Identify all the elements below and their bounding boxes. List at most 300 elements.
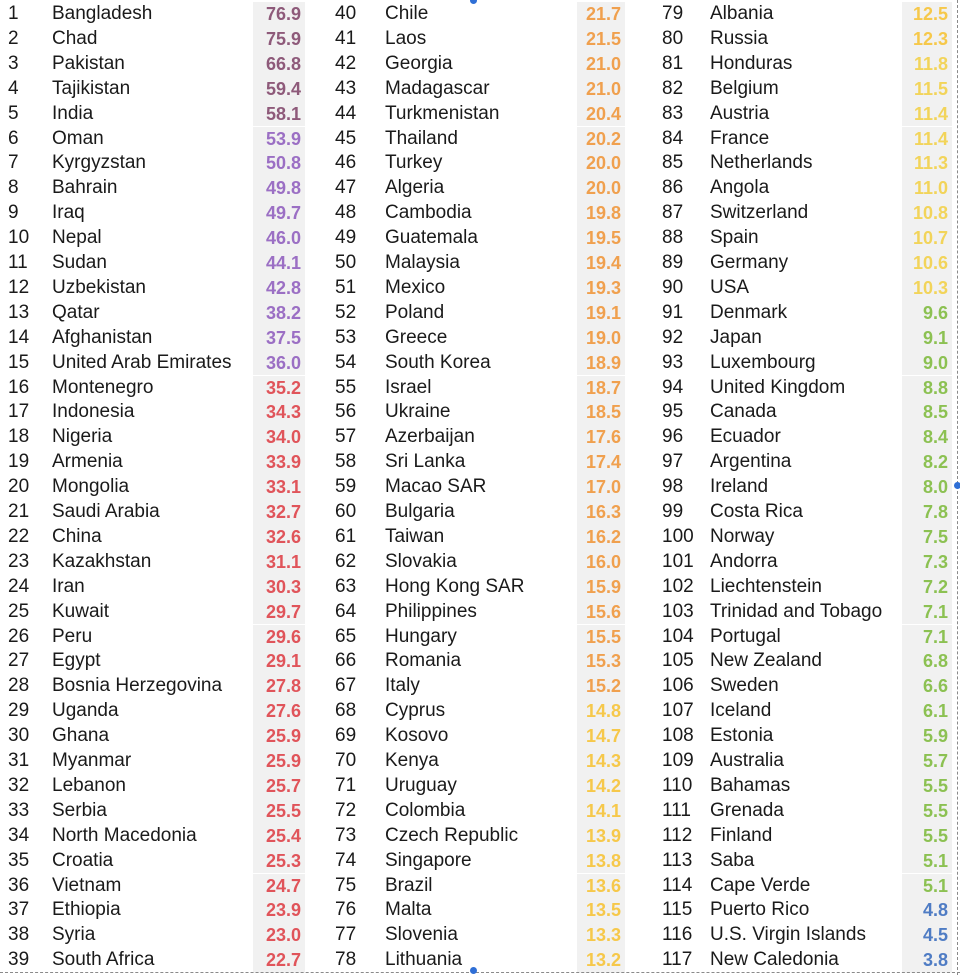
value-cell: 16.2 <box>577 525 625 550</box>
country-name-cell: Slovenia <box>385 924 458 946</box>
table-row <box>662 102 952 127</box>
selection-handle-right[interactable] <box>954 482 960 489</box>
value-cell: 34.0 <box>253 425 305 450</box>
country-name-cell: Albania <box>710 3 774 24</box>
table-row <box>335 52 625 77</box>
value-cell: 20.4 <box>577 102 625 127</box>
value-cell: 18.9 <box>577 351 625 376</box>
table-row <box>662 77 952 102</box>
rank-cell: 44 <box>335 102 357 124</box>
rank-cell: 54 <box>335 351 357 373</box>
value-cell: 35.2 <box>253 376 305 401</box>
country-name-cell: Pakistan <box>52 52 125 74</box>
table-row <box>8 575 305 600</box>
rank-cell: 16 <box>8 376 30 398</box>
country-name-cell: Romania <box>385 650 462 672</box>
table-row <box>662 450 952 475</box>
table-row <box>335 301 625 326</box>
country-name-cell: Czech Republic <box>385 824 519 846</box>
country-name-cell: Lithuania <box>385 949 463 971</box>
country-name-cell: Belgium <box>710 77 779 99</box>
rank-cell: 90 <box>662 276 684 298</box>
value-cell: 19.5 <box>577 226 625 251</box>
table-row <box>335 674 625 699</box>
country-name-cell: Georgia <box>385 52 453 74</box>
country-name-cell: Saba <box>710 849 755 871</box>
country-name-cell: Colombia <box>385 799 466 821</box>
rank-cell: 34 <box>8 824 30 846</box>
rank-cell: 106 <box>662 675 694 697</box>
value-cell: 5.1 <box>902 849 952 874</box>
rank-cell: 112 <box>662 824 693 846</box>
country-name-cell: U.S. Virgin Islands <box>710 924 866 946</box>
country-name-cell: United Arab Emirates <box>52 351 232 373</box>
value-cell: 59.4 <box>253 77 305 102</box>
value-cell: 10.7 <box>902 226 952 251</box>
country-name-cell: Argentina <box>710 451 792 473</box>
bottom-dashed-border <box>0 972 960 973</box>
table-row <box>662 674 952 699</box>
country-name-cell: Croatia <box>52 849 114 871</box>
value-cell: 8.5 <box>902 400 952 425</box>
country-name-cell: Madagascar <box>385 77 490 99</box>
country-name-cell: Iran <box>52 575 85 597</box>
table-row <box>662 724 952 749</box>
value-cell: 20.0 <box>577 151 625 176</box>
rank-cell: 62 <box>335 550 357 572</box>
country-name-cell: China <box>52 525 102 547</box>
country-name-cell: Ireland <box>710 476 769 498</box>
value-cell: 19.0 <box>577 326 625 351</box>
country-name-cell: Slovakia <box>385 550 457 572</box>
country-name-cell: Kosovo <box>385 725 449 747</box>
value-cell: 9.6 <box>902 301 952 326</box>
table-row <box>8 351 305 376</box>
rank-cell: 88 <box>662 227 684 249</box>
rank-cell: 91 <box>662 301 684 323</box>
country-name-cell: South Africa <box>52 949 155 971</box>
country-name-cell: Ecuador <box>710 426 781 448</box>
rank-cell: 60 <box>335 501 357 522</box>
country-name-cell: Israel <box>385 376 432 398</box>
rank-cell: 68 <box>335 700 357 722</box>
rank-cell: 110 <box>662 774 693 796</box>
value-cell: 5.5 <box>902 799 952 824</box>
rank-cell: 64 <box>335 600 357 622</box>
rank-cell: 28 <box>8 675 30 697</box>
rank-cell: 81 <box>662 52 684 74</box>
table-row <box>662 276 952 301</box>
rank-cell: 102 <box>662 575 694 597</box>
rank-cell: 12 <box>8 276 30 298</box>
value-cell: 11.8 <box>902 52 952 77</box>
country-name-cell: Kenya <box>385 750 439 771</box>
value-cell: 7.2 <box>902 575 952 600</box>
table-row <box>8 550 305 575</box>
value-cell: 18.7 <box>577 376 625 401</box>
country-name-cell: Denmark <box>710 301 788 323</box>
table-row <box>662 201 952 226</box>
rank-cell: 84 <box>662 127 684 149</box>
rank-cell: 32 <box>8 774 30 796</box>
value-cell: 29.6 <box>253 625 305 650</box>
value-cell: 13.3 <box>577 923 625 948</box>
table-row <box>8 649 305 674</box>
value-cell: 13.8 <box>577 849 625 874</box>
country-name-cell: Cyprus <box>385 700 446 722</box>
country-name-cell: Bahrain <box>52 177 118 199</box>
value-cell: 13.6 <box>577 874 625 899</box>
value-cell: 46.0 <box>253 226 305 251</box>
country-name-cell: New Caledonia <box>710 949 839 971</box>
value-cell: 14.8 <box>577 699 625 724</box>
value-cell: 8.4 <box>902 425 952 450</box>
table-row <box>662 550 952 575</box>
rank-cell: 87 <box>662 202 684 224</box>
country-name-cell: Greece <box>385 326 448 348</box>
country-name-cell: Netherlands <box>710 152 813 174</box>
selection-handle-bottom[interactable] <box>470 967 477 974</box>
table-row <box>335 774 625 799</box>
table-row <box>662 923 952 948</box>
country-name-cell: Bosnia Herzegovina <box>52 675 223 697</box>
rank-cell: 53 <box>335 326 357 348</box>
rank-cell: 31 <box>8 750 30 771</box>
value-cell: 14.3 <box>577 749 625 774</box>
value-cell: 18.5 <box>577 400 625 425</box>
value-cell: 19.1 <box>577 301 625 326</box>
country-name-cell: Italy <box>385 675 420 697</box>
rank-cell: 65 <box>335 625 357 647</box>
country-name-cell: Tajikistan <box>52 77 131 99</box>
table-row <box>8 52 305 77</box>
value-cell: 5.9 <box>902 724 952 749</box>
rank-cell: 10 <box>8 227 30 249</box>
value-cell: 15.6 <box>577 600 625 625</box>
rank-cell: 85 <box>662 152 684 174</box>
rank-cell: 47 <box>335 177 357 199</box>
rank-cell: 21 <box>8 501 30 522</box>
country-name-cell: Algeria <box>385 177 445 199</box>
rank-cell: 33 <box>8 799 30 821</box>
table-row <box>8 376 305 401</box>
rank-cell: 45 <box>335 127 357 149</box>
table-row <box>335 849 625 874</box>
rank-cell: 38 <box>8 924 30 946</box>
table-row <box>8 874 305 899</box>
table-row <box>662 699 952 724</box>
rank-cell: 5 <box>8 102 19 124</box>
value-cell: 7.5 <box>902 525 952 550</box>
value-cell: 20.0 <box>577 176 625 201</box>
table-row <box>8 425 305 450</box>
country-name-cell: Sweden <box>710 675 779 697</box>
table-row <box>335 127 625 152</box>
country-name-cell: Azerbaijan <box>385 426 475 448</box>
rank-cell: 18 <box>8 426 30 448</box>
rank-cell: 115 <box>662 899 693 921</box>
table-row <box>662 425 952 450</box>
country-name-cell: Thailand <box>385 127 458 149</box>
value-cell: 3.8 <box>902 948 952 973</box>
value-cell: 13.5 <box>577 898 625 923</box>
country-name-cell: Australia <box>710 750 784 771</box>
value-cell: 17.0 <box>577 475 625 500</box>
country-name-cell: Cape Verde <box>710 874 811 896</box>
value-cell: 12.3 <box>902 27 952 52</box>
table-row <box>662 176 952 201</box>
rank-cell: 74 <box>335 849 357 871</box>
table-row <box>662 649 952 674</box>
rank-cell: 100 <box>662 525 694 547</box>
value-cell: 25.9 <box>253 724 305 749</box>
value-cell: 27.8 <box>253 674 305 699</box>
value-cell: 38.2 <box>253 301 305 326</box>
country-name-cell: Austria <box>710 102 770 124</box>
value-cell: 17.4 <box>577 450 625 475</box>
rank-cell: 52 <box>335 301 357 323</box>
rank-cell: 25 <box>8 600 30 622</box>
value-cell: 7.1 <box>902 600 952 625</box>
rank-cell: 103 <box>662 600 694 622</box>
rank-cell: 70 <box>335 750 357 771</box>
table-row <box>662 400 952 425</box>
value-cell: 13.9 <box>577 824 625 849</box>
rank-cell: 40 <box>335 3 357 24</box>
value-cell: 23.9 <box>253 898 305 923</box>
rank-cell: 76 <box>335 899 357 921</box>
country-name-cell: Vietnam <box>52 874 122 896</box>
country-name-cell: Luxembourg <box>710 351 816 373</box>
value-cell: 49.7 <box>253 201 305 226</box>
value-cell: 49.8 <box>253 176 305 201</box>
table-row <box>8 500 305 525</box>
rank-cell: 97 <box>662 451 684 473</box>
table-row <box>8 600 305 625</box>
value-cell: 25.9 <box>253 749 305 774</box>
rank-cell: 83 <box>662 102 684 124</box>
value-cell: 36.0 <box>253 351 305 376</box>
table-row <box>662 898 952 923</box>
rank-cell: 14 <box>8 326 30 348</box>
rank-cell: 1 <box>8 3 19 24</box>
value-cell: 50.8 <box>253 151 305 176</box>
table-row <box>8 525 305 550</box>
value-cell: 20.2 <box>577 127 625 152</box>
rank-cell: 55 <box>335 376 357 398</box>
country-name-cell: Kyrgyzstan <box>52 152 146 174</box>
table-row <box>662 351 952 376</box>
rank-cell: 43 <box>335 77 357 99</box>
rank-cell: 82 <box>662 77 684 99</box>
table-row <box>662 326 952 351</box>
country-name-cell: Sudan <box>52 252 107 273</box>
table-row <box>8 127 305 152</box>
country-name-cell: Malta <box>385 899 432 921</box>
table-row <box>8 77 305 102</box>
value-cell: 32.6 <box>253 525 305 550</box>
rank-cell: 59 <box>335 476 357 498</box>
value-cell: 34.3 <box>253 400 305 425</box>
rank-cell: 42 <box>335 52 357 74</box>
country-name-cell: Cambodia <box>385 202 472 224</box>
table-row <box>662 874 952 899</box>
country-name-cell: India <box>52 102 94 124</box>
country-name-cell: Bahamas <box>710 774 791 796</box>
value-cell: 14.1 <box>577 799 625 824</box>
rank-cell: 116 <box>662 924 693 946</box>
country-name-cell: Saudi Arabia <box>52 501 160 522</box>
rank-cell: 73 <box>335 824 357 846</box>
table-row <box>335 2 625 27</box>
country-name-cell: Armenia <box>52 451 123 473</box>
value-cell: 15.3 <box>577 649 625 674</box>
country-name-cell: Chile <box>385 3 429 24</box>
table-column-3 <box>662 0 952 975</box>
country-name-cell: Laos <box>385 27 427 49</box>
country-name-cell: Uzbekistan <box>52 276 146 298</box>
table-row <box>335 824 625 849</box>
value-cell: 5.7 <box>902 749 952 774</box>
table-row <box>335 400 625 425</box>
table-row <box>335 27 625 52</box>
country-name-cell: Russia <box>710 27 769 49</box>
table-row <box>335 475 625 500</box>
country-name-cell: Lebanon <box>52 774 126 796</box>
table-column-1 <box>8 0 305 975</box>
rank-cell: 51 <box>335 276 357 298</box>
table-row <box>662 127 952 152</box>
country-name-cell: Japan <box>710 326 762 348</box>
table-row <box>335 326 625 351</box>
country-name-cell: Macao SAR <box>385 476 487 498</box>
rank-cell: 35 <box>8 849 30 871</box>
country-name-cell: Peru <box>52 625 93 647</box>
value-cell: 29.7 <box>253 600 305 625</box>
rank-cell: 30 <box>8 725 30 747</box>
rank-cell: 89 <box>662 252 684 273</box>
table-row <box>8 102 305 127</box>
rank-cell: 26 <box>8 625 30 647</box>
value-cell: 15.9 <box>577 575 625 600</box>
value-cell: 8.8 <box>902 376 952 401</box>
country-name-cell: Guatemala <box>385 227 478 249</box>
rank-cell: 61 <box>335 525 357 547</box>
country-name-cell: Hong Kong SAR <box>385 575 525 597</box>
table-row <box>662 824 952 849</box>
country-name-cell: Honduras <box>710 52 793 74</box>
country-name-cell: Portugal <box>710 625 781 647</box>
value-cell: 27.6 <box>253 699 305 724</box>
value-cell: 42.8 <box>253 276 305 301</box>
rank-cell: 22 <box>8 525 30 547</box>
rank-cell: 98 <box>662 476 684 498</box>
rank-cell: 3 <box>8 52 19 74</box>
rank-cell: 2 <box>8 27 19 49</box>
rank-cell: 94 <box>662 376 684 398</box>
value-cell: 11.4 <box>902 127 952 152</box>
value-cell: 16.0 <box>577 550 625 575</box>
rank-cell: 7 <box>8 152 19 174</box>
table-row <box>335 649 625 674</box>
table-row <box>8 849 305 874</box>
rank-cell: 58 <box>335 451 357 473</box>
country-name-cell: Liechtenstein <box>710 575 822 597</box>
value-cell: 22.7 <box>253 948 305 973</box>
table-row <box>335 525 625 550</box>
country-name-cell: Turkey <box>385 152 443 174</box>
table-row <box>8 699 305 724</box>
country-name-cell: USA <box>710 276 750 298</box>
value-cell: 33.9 <box>253 450 305 475</box>
value-cell: 11.5 <box>902 77 952 102</box>
table-row <box>8 176 305 201</box>
country-name-cell: Norway <box>710 525 775 547</box>
value-cell: 12.5 <box>902 2 952 27</box>
value-cell: 37.5 <box>253 326 305 351</box>
value-cell: 58.1 <box>253 102 305 127</box>
country-name-cell: Kazakhstan <box>52 550 152 572</box>
value-cell: 16.3 <box>577 500 625 525</box>
table-row <box>8 898 305 923</box>
country-name-cell: Costa Rica <box>710 501 803 522</box>
table-row <box>8 400 305 425</box>
value-cell: 8.0 <box>902 475 952 500</box>
value-cell: 4.5 <box>902 923 952 948</box>
rank-cell: 37 <box>8 899 30 921</box>
table-row <box>8 824 305 849</box>
country-name-cell: Hungary <box>385 625 457 647</box>
table-row <box>662 151 952 176</box>
table-row <box>335 276 625 301</box>
rank-cell: 63 <box>335 575 357 597</box>
table-row <box>8 276 305 301</box>
country-name-cell: Qatar <box>52 301 100 323</box>
country-name-cell: Canada <box>710 401 777 423</box>
value-cell: 75.9 <box>253 27 305 52</box>
value-cell: 25.5 <box>253 799 305 824</box>
country-name-cell: Nepal <box>52 227 102 249</box>
value-cell: 7.3 <box>902 550 952 575</box>
value-cell: 30.3 <box>253 575 305 600</box>
country-name-cell: Finland <box>710 824 773 846</box>
table-row <box>662 226 952 251</box>
value-cell: 21.7 <box>577 2 625 27</box>
country-name-cell: Mongolia <box>52 476 130 498</box>
table-row <box>335 151 625 176</box>
table-row <box>335 550 625 575</box>
value-cell: 10.6 <box>902 251 952 276</box>
rank-cell: 99 <box>662 501 684 522</box>
country-name-cell: Trinidad and Tobago <box>710 600 883 622</box>
value-cell: 10.3 <box>902 276 952 301</box>
rank-cell: 50 <box>335 252 357 273</box>
country-name-cell: Spain <box>710 227 759 249</box>
table-row <box>8 749 305 774</box>
rank-cell: 57 <box>335 426 357 448</box>
value-cell: 7.8 <box>902 500 952 525</box>
value-cell: 25.3 <box>253 849 305 874</box>
table-row <box>335 799 625 824</box>
rank-cell: 117 <box>662 949 693 971</box>
value-cell: 33.1 <box>253 475 305 500</box>
country-name-cell: Egypt <box>52 650 101 672</box>
value-cell: 76.9 <box>253 2 305 27</box>
value-cell: 6.8 <box>902 649 952 674</box>
country-name-cell: Germany <box>710 252 789 273</box>
rank-cell: 92 <box>662 326 684 348</box>
table-row <box>8 201 305 226</box>
